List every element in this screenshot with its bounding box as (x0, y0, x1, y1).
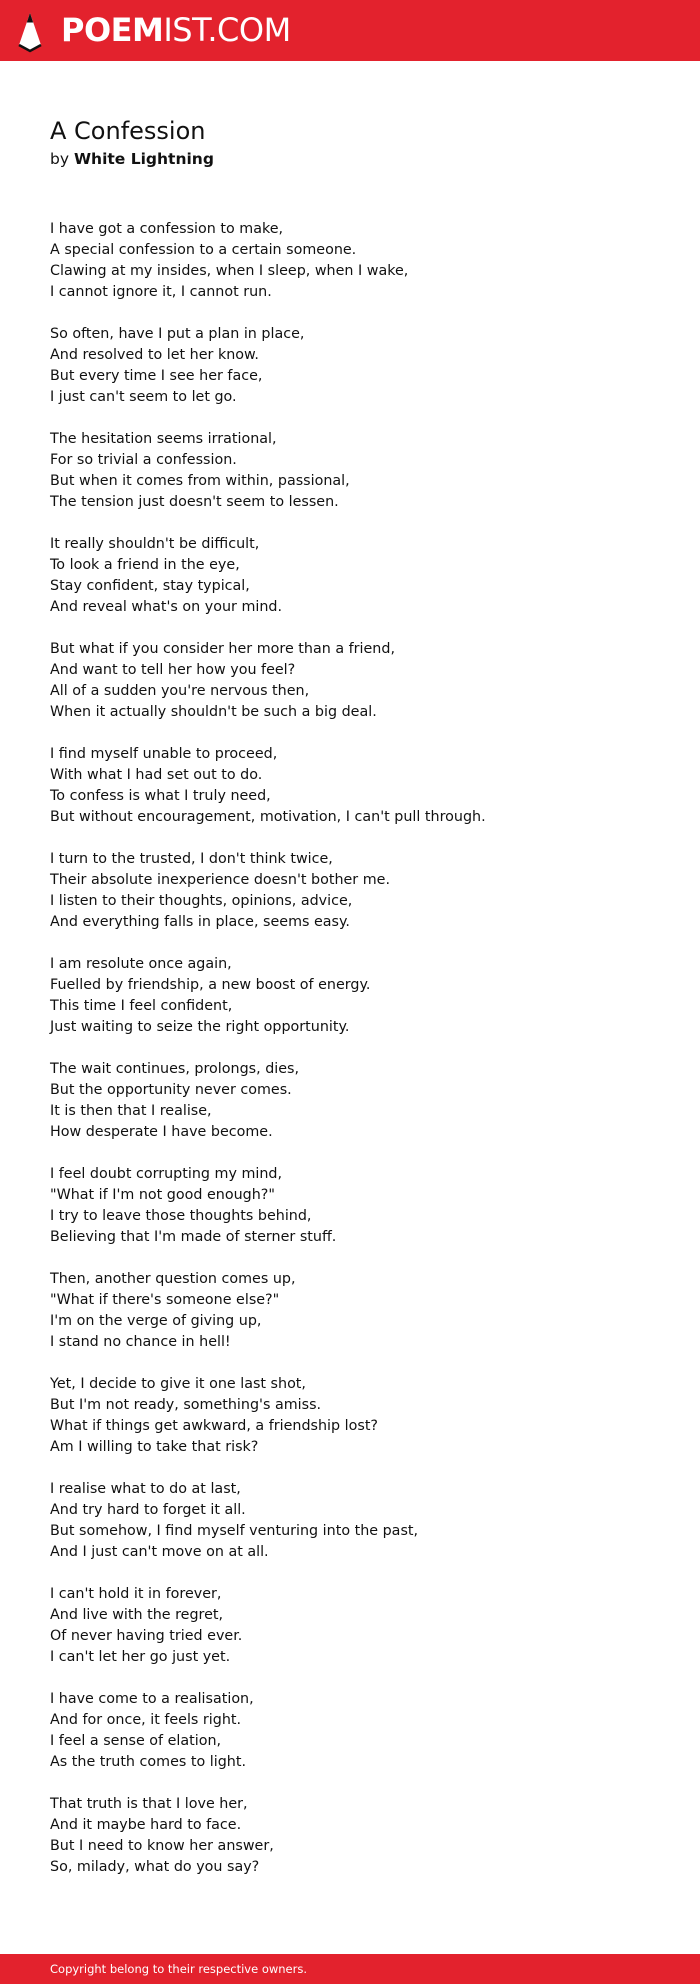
poem-line: But I'm not ready, something's amiss. (50, 1397, 322, 1413)
stanza (50, 744, 650, 828)
poem-line: With what I had set out to do. (50, 767, 263, 783)
poem-line: I realise what to do at last, (50, 1481, 241, 1497)
poem-line: So often, have I put a plan in place, (50, 326, 305, 342)
stanza (50, 849, 650, 933)
poem-line: But every time I see her face, (50, 368, 263, 384)
poem-line: But somehow, I find myself venturing into the past, (50, 1523, 419, 1539)
stanza (50, 1479, 650, 1563)
poem-line: "What if I'm not good enough?" (50, 1187, 275, 1203)
poem-line: I can't let her go just yet. (50, 1649, 231, 1665)
logo-light-text: IST.COM (163, 11, 291, 49)
poem-line: What if things get awkward, a friendship lost? (50, 1418, 379, 1434)
poem-line: I'm on the verge of giving up, (50, 1313, 262, 1329)
poem-line: And live with the regret, (50, 1607, 224, 1623)
poem-line: But without encouragement, motivation, I can't pull through. (50, 809, 486, 825)
poem-line: All of a sudden you're nervous then, (50, 683, 310, 699)
poem-line: But what if you consider her more than a friend, (50, 641, 395, 657)
poem-line: I feel a sense of elation, (50, 1733, 222, 1749)
poem-title: A Confession (50, 117, 206, 145)
poem-line: I feel doubt corrupting my mind, (50, 1166, 283, 1182)
poem-body (50, 219, 650, 1899)
poem-line: And reveal what's on your mind. (50, 599, 283, 615)
stanza (50, 1374, 650, 1458)
poem-line: As the truth comes to light. (50, 1754, 246, 1770)
stanza (50, 1584, 650, 1668)
site-logo[interactable] (61, 10, 291, 50)
poem-line: I am resolute once again, (50, 956, 232, 972)
site-footer (0, 1954, 700, 1984)
poem-line: How desperate I have become. (50, 1124, 273, 1140)
poem-line: And it maybe hard to face. (50, 1817, 242, 1833)
poem-line: "What if there's someone else?" (50, 1292, 280, 1308)
poem-line: The wait continues, prolongs, dies, (50, 1061, 300, 1077)
poem-line: For so trivial a confession. (50, 452, 237, 468)
poem-line: But I need to know her answer, (50, 1838, 274, 1854)
poem-line: And for once, it feels right. (50, 1712, 242, 1728)
poem-line: I stand no chance in hell! (50, 1334, 231, 1350)
poem-line: When it actually shouldn't be such a big deal. (50, 704, 377, 720)
stanza (50, 1689, 650, 1773)
poem-line: I cannot ignore it, I cannot run. (50, 284, 272, 300)
by-label: by (50, 150, 70, 168)
poem-line: Fuelled by friendship, a new boost of energy. (50, 977, 371, 993)
poem-line: I can't hold it in forever, (50, 1586, 222, 1602)
poem-line: But the opportunity never comes. (50, 1082, 292, 1098)
poem-line: Clawing at my insides, when I sleep, when I wake, (50, 263, 409, 279)
stanza (50, 534, 650, 618)
stanza (50, 1059, 650, 1143)
stanza (50, 954, 650, 1038)
poem-line: This time I feel confident, (50, 998, 233, 1014)
stanza (50, 1269, 650, 1353)
poem-line: I just can't seem to let go. (50, 389, 237, 405)
poem-line: But when it comes from within, passional, (50, 473, 350, 489)
poem-line: Believing that I'm made of sterner stuff. (50, 1229, 337, 1245)
poem-line: The hesitation seems irrational, (50, 431, 277, 447)
pencil-icon[interactable] (18, 11, 42, 53)
poem-line: So, milady, what do you say? (50, 1859, 260, 1875)
copyright-notice: Copyright belong to their respective owners. (50, 1962, 308, 1976)
poem-line: Am I willing to take that risk? (50, 1439, 259, 1455)
byline (50, 148, 214, 170)
poem-line: To confess is what I truly need, (50, 788, 271, 804)
author-name: White Lightning (73, 150, 214, 168)
stanza (50, 1164, 650, 1248)
poem-line: And resolved to let her know. (50, 347, 259, 363)
poem-line: To look a friend in the eye, (50, 557, 240, 573)
poem-line: I turn to the trusted, I don't think twice, (50, 851, 333, 867)
poem-line: I try to leave those thoughts behind, (50, 1208, 312, 1224)
poem-line: It really shouldn't be difficult, (50, 536, 260, 552)
poem-line: Just waiting to seize the right opportunity. (50, 1019, 350, 1035)
poem-line: And try hard to forget it all. (50, 1502, 246, 1518)
stanza (50, 324, 650, 408)
poem-line: I have got a confession to make, (50, 221, 284, 237)
poem-line: And I just can't move on at all. (50, 1544, 269, 1560)
poem-line: And want to tell her how you feel? (50, 662, 296, 678)
poem-line: The tension just doesn't seem to lessen. (50, 494, 339, 510)
stanza (50, 429, 650, 513)
poem-line: A special confession to a certain someone. (50, 242, 357, 258)
poem-line: And everything falls in place, seems easy. (50, 914, 350, 930)
stanza (50, 639, 650, 723)
stanza (50, 219, 650, 303)
poem-line: Stay confident, stay typical, (50, 578, 250, 594)
poem-line: Their absolute inexperience doesn't bother me. (50, 872, 390, 888)
poem-line: That truth is that I love her, (50, 1796, 248, 1812)
poem-line: I have come to a realisation, (50, 1691, 254, 1707)
logo-bold-text: POEM (61, 11, 164, 49)
poem-line: Of never having tried ever. (50, 1628, 243, 1644)
poem-line: I find myself unable to proceed, (50, 746, 278, 762)
poem-line: Yet, I decide to give it one last shot, (50, 1376, 306, 1392)
site-header (0, 0, 700, 61)
poem-line: It is then that I realise, (50, 1103, 212, 1119)
poem-line: Then, another question comes up, (50, 1271, 296, 1287)
stanza (50, 1794, 650, 1878)
poem-line: I listen to their thoughts, opinions, advice, (50, 893, 353, 909)
